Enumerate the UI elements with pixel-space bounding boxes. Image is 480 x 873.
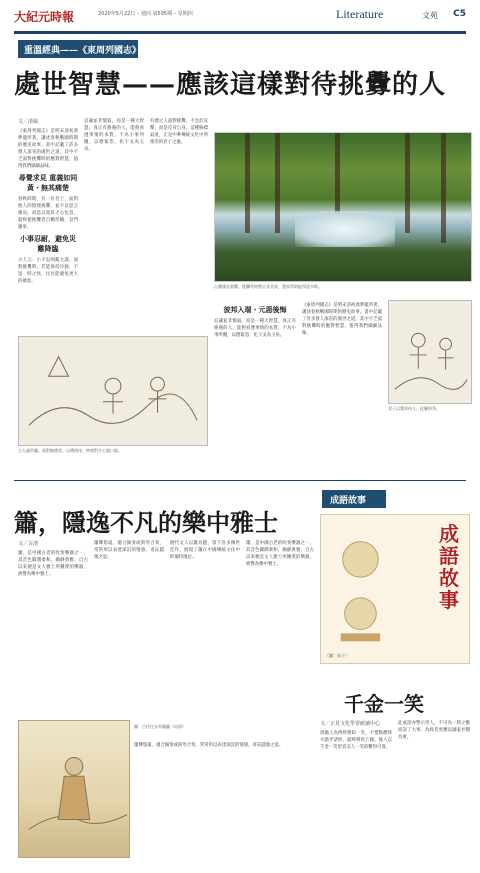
- article1-body-c: 古人云：小不忍則亂大謀。面對挑釁時，若能保持冷靜，不逞一時之快，往往能避免更大的禍患。: [18, 258, 78, 284]
- article2-col1: [18, 540, 88, 715]
- article2-body-e: 簫聲悠遠，適合獨奏或與琴合奏，常常用以表達深沉的情感，寄託隱逸之思。: [134, 743, 284, 748]
- idiom-section-tag: [322, 490, 386, 508]
- article1-subhead-3: 彼邦入瑞・元惡後悔: [223, 305, 287, 314]
- sketch2-caption-box: [388, 406, 472, 434]
- article1-headline: 處世智慧——應該這樣對待挑釁的人: [14, 70, 447, 100]
- article1-body-f: 忍讓並非懦弱，而是一種大智慧。真正有修養的人，能夠看透事情的本質，不為小事所擾，以德報怨，化干戈為玉帛。: [214, 319, 296, 338]
- article2-body-d: 簫，是中國古老的吹奏樂器之一，其音色圓潤柔和，幽靜典雅，自古以來便是文人雅士所鍾愛的樂器，被譽為樂中雅士。: [246, 541, 314, 567]
- column-label-band: [18, 40, 142, 58]
- article3-headline: 千金一笑: [344, 692, 424, 716]
- section-divider: [14, 480, 466, 481]
- article1-subhead-2: 小事忍耐，避免災難降臨: [20, 234, 76, 253]
- column-label: 重溫經典——《東周列國志》: [24, 46, 142, 56]
- article2-col3: [170, 540, 240, 715]
- article1-col3: [150, 118, 208, 330]
- article2-byline: 文／古清: [18, 541, 39, 547]
- idiom-credit: （圖：雨子）: [325, 653, 349, 658]
- article2-body-c: 歷代文人以簫為題，留下許多傳世佳作，展現了簫在中國傳統文化中的獨特地位。: [170, 541, 240, 560]
- line-drawing-1: [18, 336, 208, 446]
- article2-body-a: 簫，是中國古老的吹奏樂器之一，其音色圓潤柔和，幽靜典雅，自古以來便是文人雅士所鍾愛的樂器，被譽為樂中雅士。: [18, 551, 88, 577]
- sketch1-caption-box: [18, 448, 208, 462]
- article2-body-b: 簫聲悠遠，適合獨奏或與琴合奏，常常用以表達深沉的情感，寄託隱逸之思。: [94, 541, 164, 560]
- photo-caption: 山澗溪流景觀。挑釁者終將自食其果，寬厚者則能得道多助。: [214, 284, 322, 289]
- photo-caption-box: [214, 284, 472, 298]
- article1-body-b: 春秋時期，有一位名士，面對他人的無理挑釁，並不以惡言相向，而是以寬厚之心包容，最終使挑釁者自慚形穢，登門謝罪。: [18, 197, 78, 230]
- article3-body-b: 此成語亦警示世人，不可為一時之歡而誤了大事，為政者更應以國家社稷為重。: [398, 721, 470, 740]
- sketch2-caption: 君子以寬厚待人，化解紛爭。: [388, 406, 440, 411]
- idiom-illustration: [320, 514, 470, 664]
- line-drawing-2: [388, 300, 472, 404]
- article2-col5: [134, 742, 314, 862]
- forest-stream-photo: [214, 132, 472, 282]
- page-header: [14, 6, 466, 34]
- article1-col1: [18, 118, 78, 330]
- article1-col5: [302, 302, 382, 462]
- masthead: 大紀元時報: [14, 10, 75, 24]
- idiom-art-text: 成語故事: [439, 522, 459, 612]
- article1-col4: [214, 302, 296, 462]
- article3-col1: [320, 720, 392, 866]
- article1-body-g: 《東周列國志》是明末清初馮夢龍所著，講述春秋戰國時期的歷史故事。書中記載了許多發人深省的處世之道，其中不乏面對挑釁時的應對智慧，值得我們細細品味。: [302, 303, 382, 336]
- sketch1-caption: 古人處世圖。面對無禮者，以禮相待，終使對方心服口服。: [18, 448, 122, 453]
- issue-meta: 2020年5月22日 – 週四 第595期 – 星期四: [98, 11, 193, 17]
- painting-caption: 圖：古代仕女吹簫圖（局部）: [134, 724, 186, 729]
- article2-headline: 簫，隱逸不凡的樂中雅士: [14, 508, 278, 537]
- article2-col2: [94, 540, 164, 715]
- article3-col2: [398, 720, 470, 866]
- section-title-zh: 文苑: [422, 11, 438, 20]
- article1-body-e: 有德之人面對挑釁，不急於反擊，而是反省自身。這種胸襟氣度，正是中華傳統文化中所推崇的君子之風。: [150, 119, 208, 145]
- page-number: C5: [453, 9, 466, 19]
- flute-painting: [18, 720, 130, 858]
- article1-body-a: 《東周列國志》是明末清初馮夢龍所著，講述春秋戰國時期的歷史故事。書中記載了許多發人深省的處世之道，其中不乏面對挑釁時的應對智慧，值得我們細細品味。: [18, 129, 78, 169]
- article3-body-a: 周幽王為博得褒姒一笑，不惜點燃烽火戲弄諸侯，最終導致亡國。後人以千金一笑形容美人一笑的難得可貴。: [320, 731, 392, 750]
- section-title-en: Literature: [336, 7, 384, 21]
- idiom-tag-label: 成語故事: [330, 496, 367, 506]
- painting-caption-box: [134, 724, 314, 738]
- article1-col2: [84, 118, 144, 330]
- article1-byline: 文／清風: [18, 119, 39, 125]
- article3-byline: 文／正見文化學習研讀中心: [320, 721, 381, 727]
- article1-body-d: 忍讓並非懦弱，而是一種大智慧。真正有修養的人，能夠看透事情的本質，不為小事所擾，以德報怨，化干戈為玉帛。: [84, 119, 144, 152]
- article1-subhead-1: 尋覺求見 重義如同黃・無其痛楚: [18, 173, 78, 192]
- article2-col4: [246, 540, 314, 715]
